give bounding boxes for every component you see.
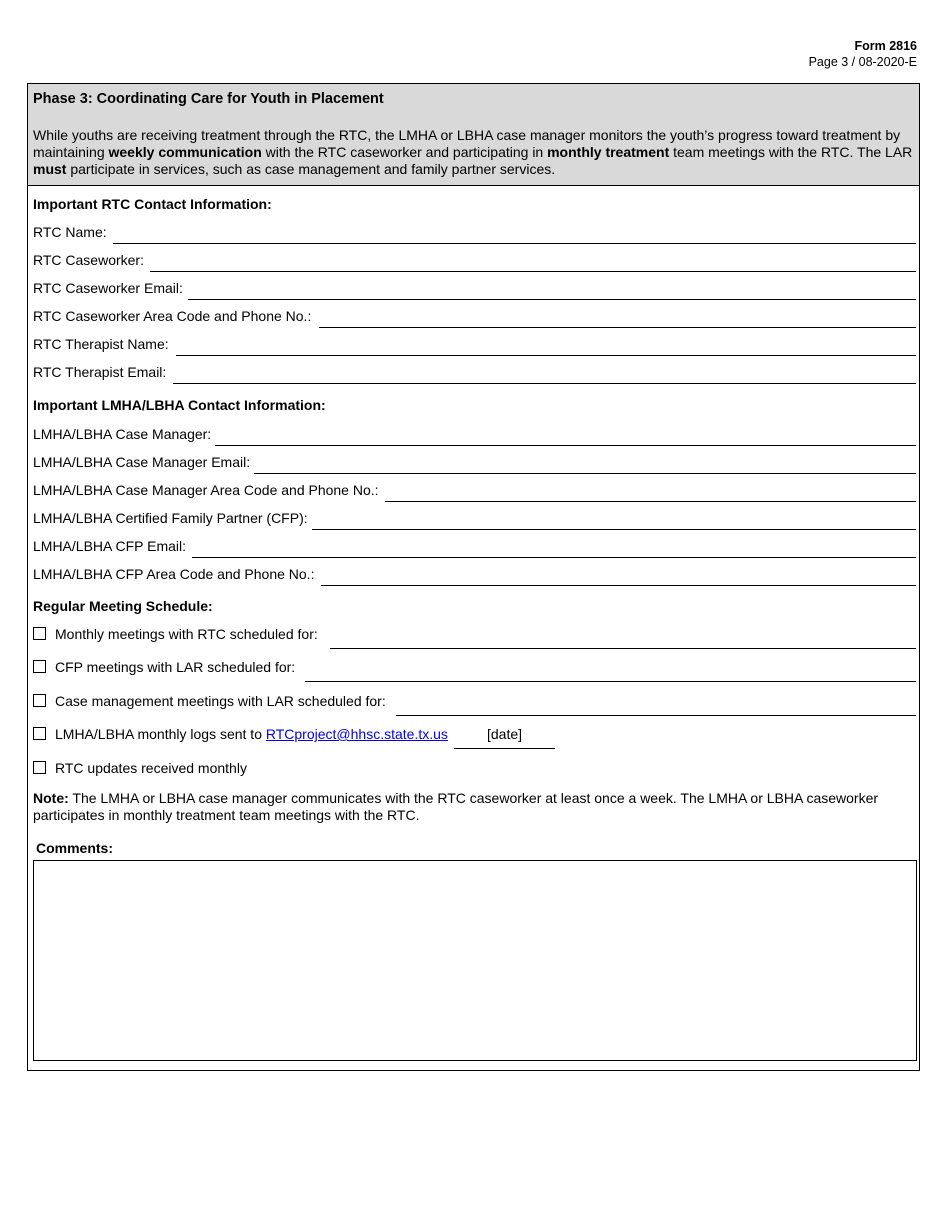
meeting-cfp-label: CFP meetings with LAR scheduled for: <box>55 659 296 675</box>
note-text: The LMHA or LBHA case manager communicates with the RTC caseworker at least once a week. The LMHA or LBHA caseworker participates in monthly treatment team meetings with the RTC. <box>33 790 879 823</box>
monthly-logs-label <box>55 726 448 742</box>
rtc-therapist-name-row <box>33 334 916 356</box>
rtc-caseworker-row <box>33 250 916 272</box>
lmha-cfp-label: LMHA/LBHA Certified Family Partner (CFP): <box>33 510 308 526</box>
rtc-section-heading: Important RTC Contact Information: <box>33 196 272 212</box>
rtc-project-email-link[interactable]: RTCproject@hhsc.state.tx.us <box>265 726 448 742</box>
rtc-caseworker-field[interactable] <box>150 271 916 272</box>
intro-emphasis: must <box>33 161 67 177</box>
lmha-cfp-field[interactable] <box>312 529 916 530</box>
rtc-caseworker-phone-label: RTC Caseworker Area Code and Phone No.: <box>33 308 312 324</box>
phase-banner <box>28 84 919 186</box>
note-label: Note: <box>33 790 69 806</box>
intro-text: While youths are receiving treatment through the RTC, the LMHA or LBHA case manager monitors the youth’s progress toward treatment by maintaining <box>33 127 901 160</box>
meeting-cfp-field[interactable] <box>305 681 916 682</box>
lmha-section-heading: Important LMHA/LBHA Contact Information: <box>33 397 326 413</box>
rtc-caseworker-email-row <box>33 278 916 300</box>
meeting-case-mgmt-row <box>33 691 916 713</box>
rtc-caseworker-email-label: RTC Caseworker Email: <box>33 280 183 296</box>
phase-title: Phase 3: Coordinating Care for Youth in Placement <box>33 91 384 107</box>
lmha-cfp-phone-row <box>33 564 916 586</box>
lmha-cfp-email-field[interactable] <box>192 557 916 558</box>
note-paragraph <box>33 790 913 824</box>
monthly-logs-date-field[interactable] <box>454 748 555 749</box>
lmha-case-manager-label: LMHA/LBHA Case Manager: <box>33 426 212 442</box>
phase-intro <box>33 127 913 178</box>
lmha-cfp-email-row <box>33 536 916 558</box>
meeting-case-mgmt-label: Case management meetings with LAR scheduled for: <box>55 693 386 709</box>
monthly-logs-date-label: [date] <box>487 726 523 742</box>
meeting-case-mgmt-field[interactable] <box>396 715 916 716</box>
rtc-caseworker-email-field[interactable] <box>188 299 916 300</box>
rtc-therapist-email-row <box>33 362 916 384</box>
page-info: Page 3 / 08-2020-E <box>808 55 917 69</box>
rtc-caseworker-phone-field[interactable] <box>319 327 916 328</box>
rtc-updates-label: RTC updates received monthly <box>55 760 247 776</box>
rtc-name-field[interactable] <box>113 243 916 244</box>
lmha-case-manager-phone-field[interactable] <box>385 501 916 502</box>
meeting-rtc-row <box>33 624 916 646</box>
lmha-case-manager-phone-label: LMHA/LBHA Case Manager Area Code and Phone No.: <box>33 482 379 498</box>
meeting-rtc-label: Monthly meetings with RTC scheduled for: <box>55 626 318 642</box>
form-number: Form 2816 <box>854 39 917 53</box>
meeting-cfp-checkbox[interactable] <box>33 660 46 673</box>
monthly-logs-checkbox[interactable] <box>33 727 46 740</box>
meeting-rtc-checkbox[interactable] <box>33 627 46 640</box>
lmha-case-manager-row <box>33 424 916 446</box>
lmha-case-manager-field[interactable] <box>215 445 916 446</box>
lmha-cfp-phone-field[interactable] <box>321 585 916 586</box>
rtc-therapist-email-label: RTC Therapist Email: <box>33 364 167 380</box>
comments-box[interactable] <box>33 860 917 1061</box>
intro-text: team meetings with the RTC. The LAR <box>669 144 913 160</box>
lmha-cfp-row <box>33 508 916 530</box>
rtc-therapist-email-field[interactable] <box>173 383 916 384</box>
comments-label: Comments: <box>36 840 114 856</box>
rtc-updates-row <box>33 758 916 780</box>
lmha-case-manager-email-field[interactable] <box>254 473 916 474</box>
intro-emphasis: monthly treatment <box>547 144 670 160</box>
meeting-section-heading: Regular Meeting Schedule: <box>33 598 213 614</box>
lmha-cfp-phone-label: LMHA/LBHA CFP Area Code and Phone No.: <box>33 566 315 582</box>
lmha-cfp-email-label: LMHA/LBHA CFP Email: <box>33 538 187 554</box>
rtc-caseworker-label: RTC Caseworker: <box>33 252 144 268</box>
monthly-logs-text: LMHA/LBHA monthly logs sent to <box>55 726 266 742</box>
form-header <box>809 38 917 70</box>
rtc-therapist-name-label: RTC Therapist Name: <box>33 336 169 352</box>
rtc-updates-checkbox[interactable] <box>33 761 46 774</box>
rtc-name-label: RTC Name: <box>33 224 107 240</box>
intro-text: with the RTC caseworker and participating in <box>261 144 548 160</box>
monthly-logs-row <box>33 724 916 746</box>
meeting-rtc-field[interactable] <box>330 648 916 649</box>
rtc-therapist-name-field[interactable] <box>176 355 916 356</box>
intro-text: participate in services, such as case management and family partner services. <box>66 161 556 177</box>
meeting-case-mgmt-checkbox[interactable] <box>33 694 46 707</box>
rtc-caseworker-phone-row <box>33 306 916 328</box>
meeting-cfp-row <box>33 657 916 679</box>
form-frame <box>27 83 920 1071</box>
intro-emphasis: weekly communication <box>108 144 262 160</box>
lmha-case-manager-phone-row <box>33 480 916 502</box>
rtc-name-row <box>33 222 916 244</box>
lmha-case-manager-email-label: LMHA/LBHA Case Manager Email: <box>33 454 251 470</box>
lmha-case-manager-email-row <box>33 452 916 474</box>
